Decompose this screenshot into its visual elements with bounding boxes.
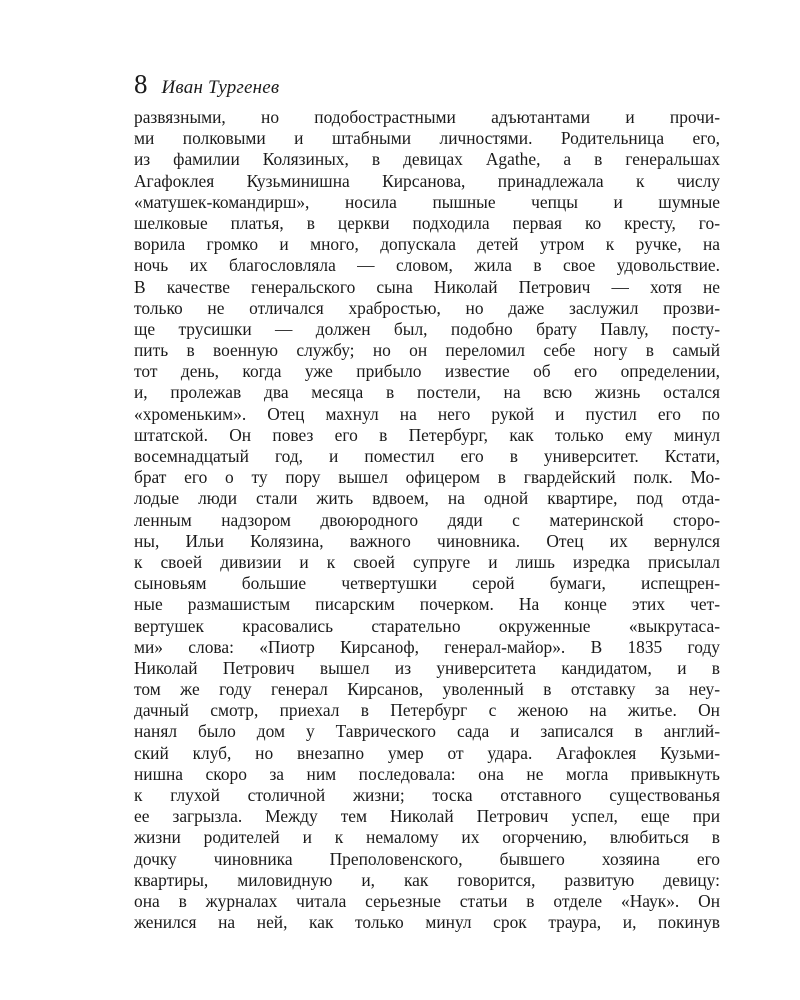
text-line: ленным надзором двоюродного дяди с материнской сторо- <box>134 509 720 530</box>
text-line: только не отличался храбростью, но даже заслужил прозви- <box>134 297 720 318</box>
text-line: она в журналах читала серьезные статьи в отделе «Наук». Он <box>134 890 720 911</box>
text-line: сыновьям большие четвертушки серой бумаги, испещрен- <box>134 573 720 594</box>
text-line: Николай Петрович вышел из университета кандидатом, и в <box>134 657 720 678</box>
text-line: и, пролежав два месяца в постели, на всю жизнь остался <box>134 382 720 403</box>
text-line: «хроменьким». Отец махнул на него рукой и пустил его по <box>134 403 720 424</box>
text-line: дочку чиновника Преполовенского, бывшего хозяина его <box>134 848 720 869</box>
text-line: Агафоклея Кузьминишна Кирсанова, принадлежала к числу <box>134 170 720 191</box>
text-line: восемнадцатый год, и поместил его в университет. Кстати, <box>134 446 720 466</box>
text-line: штатской. Он повез его в Петербург, как только ему минул <box>134 424 720 445</box>
text-line: ще трусишки — должен был, подобно брату Павлу, посту- <box>134 318 720 339</box>
text-line: развязными, но подобострастными адъютантами и прочи- <box>134 107 720 127</box>
text-line: дачный смотр, приехал в Петербург с женою на житье. Он <box>134 700 720 721</box>
running-title: Иван Тургенев <box>161 77 280 98</box>
text-line: В качестве генеральского сына Николай Петрович — хотя не <box>134 276 720 297</box>
page-header <box>134 66 279 102</box>
text-line: ворила громко и много, допускала детей утром к ручке, на <box>134 234 720 255</box>
text-line: ные размашистым писарским почерком. На конце этих чет- <box>134 594 720 615</box>
text-line: нанял было дом у Таврического сада и записался в англий- <box>134 721 720 742</box>
text-line: нишна скоро за ним последовала: она не могла привыкнуть <box>134 763 720 784</box>
text-line: ночь их благословляла — словом, жила в свое удовольствие. <box>134 255 720 276</box>
text-line: пить в военную службу; но он переломил себе ногу в самый <box>134 340 720 361</box>
page-number: 8 <box>134 69 148 99</box>
text-line: женился на ней, как только минул срок траура, и, покинув <box>134 912 720 933</box>
text-line: ми» слова: «Пиотр Кирсаноф, генерал-майор». В 1835 году <box>134 636 720 657</box>
text-line: из фамилии Колязиных, в девицах Agathe, а в генеральшах <box>134 149 720 170</box>
text-line: шелковые платья, в церкви подходила первая ко кресту, го- <box>134 212 720 233</box>
text-line: к своей дивизии и к своей супруге и лишь изредка присылал <box>134 551 720 572</box>
text-line: ны, Ильи Колязина, важного чиновника. Отец их вернулся <box>134 530 720 551</box>
text-line: том же году генерал Кирсанов, уволенный в отставку за неу- <box>134 679 720 700</box>
text-line: тот день, когда уже прибыло известие об его определении, <box>134 361 720 382</box>
text-line: «матушек-командирш», носила пышные чепцы и шумные <box>134 191 720 212</box>
text-line: брат его о ту пору вышел офицером в гвардейский полк. Мо- <box>134 467 720 488</box>
text-line: ее загрызла. Между тем Николай Петрович успел, еще при <box>134 806 720 827</box>
text-line: жизни родителей и к немалому их огорчению, влюбиться в <box>134 827 720 848</box>
text-line: лодые люди стали жить вдвоем, на одной квартире, под отда- <box>134 488 720 509</box>
text-line: вертушек красовались старательно окруженные «выкрутаса- <box>134 615 720 636</box>
text-line: ский клуб, но внезапно умер от удара. Агафоклея Кузьми- <box>134 742 720 763</box>
text-line: ми полковыми и штабными личностями. Родительница его, <box>134 128 720 149</box>
text-line: к глухой столичной жизни; тоска отставного существованья <box>134 785 720 805</box>
body-text <box>134 107 720 933</box>
text-line: квартиры, миловидную и, как говорится, развитую девицу: <box>134 869 720 890</box>
